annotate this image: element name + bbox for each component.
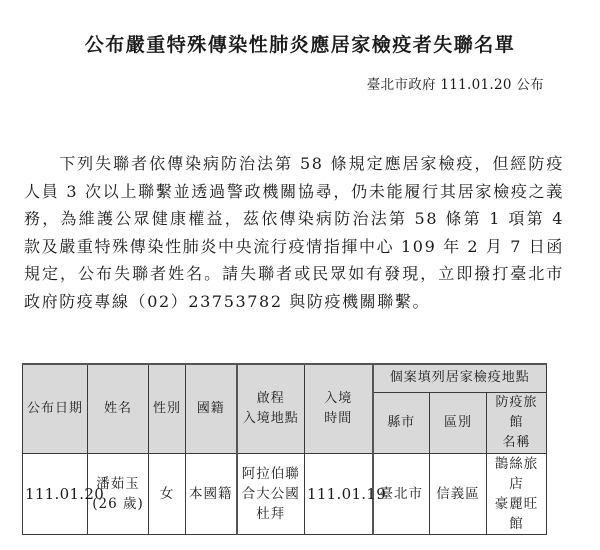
person-age: (26 歲) [92, 495, 144, 512]
header-hotel-line2: 名稱 [502, 434, 531, 450]
departure-line1: 阿拉伯聯 [241, 465, 300, 482]
header-entry-time-line2: 時間 [324, 410, 353, 426]
notice-paragraph: 下列失聯者依傳染病防治法第 58 條規定應居家檢疫，但經防疫人員 3 次以上聯繫並透過警政機關協尋，仍未能履行其居家檢疫之義務，為維護公眾健康權益，茲依傳染病防治法第 58 條第 1 項第 4 款及嚴重特殊傳染性肺炎中央流行疫情指揮中心 109 年 2 月 7 日函規定，公布失聯者姓名。請失聯者或民眾如有發現，立即撥打臺北市政府防疫專線（02）23753782 與防疫機關聯繫。 [24, 154, 564, 311]
header-hotel-line1: 防疫旅館 [495, 394, 538, 430]
departure-line3: 杜拜 [256, 505, 286, 522]
cell-departure-entry-point [237, 453, 305, 534]
cell-publish-date: 111.01.20 [23, 453, 88, 534]
hotel-line2: 豪麗旺館 [494, 495, 539, 532]
cell-district: 信義區 [430, 453, 487, 534]
header-district: 區別 [430, 392, 487, 453]
publisher-date-line: 臺北市政府 111.01.20 公布 [366, 77, 544, 93]
header-city: 縣市 [373, 392, 430, 453]
header-name: 姓名 [88, 364, 149, 453]
header-departure-line2: 入境地點 [242, 410, 299, 426]
table-header-row [23, 364, 547, 392]
cell-nationality: 本國籍 [186, 453, 237, 534]
document-title: 公布嚴重特殊傳染性肺炎應居家檢疫者失聯名單 [84, 34, 516, 56]
header-publish-date: 公布日期 [23, 364, 88, 453]
table-row [23, 453, 547, 534]
header-gender: 性別 [149, 364, 186, 453]
hotel-line1: 鵲絲旅店 [494, 455, 539, 492]
header-entry-time-line1: 入境 [324, 390, 353, 406]
header-nationality: 國籍 [186, 364, 237, 453]
header-quarantine-location-group: 個案填列居家檢疫地點 [373, 364, 547, 392]
missing-persons-table [22, 363, 547, 535]
cell-entry-time: 111.01.19 [305, 453, 373, 534]
cell-quarantine-hotel [487, 453, 547, 534]
header-quarantine-hotel [487, 392, 547, 453]
header-entry-time [305, 364, 373, 453]
person-name: 潘茹玉 [96, 475, 140, 492]
cell-name [88, 453, 149, 534]
header-departure-line1: 啟程 [256, 390, 285, 406]
cell-city: 臺北市 [373, 453, 430, 534]
departure-line2: 合大公國 [241, 485, 300, 502]
header-departure-entry-point [237, 364, 305, 453]
cell-gender: 女 [149, 453, 186, 534]
